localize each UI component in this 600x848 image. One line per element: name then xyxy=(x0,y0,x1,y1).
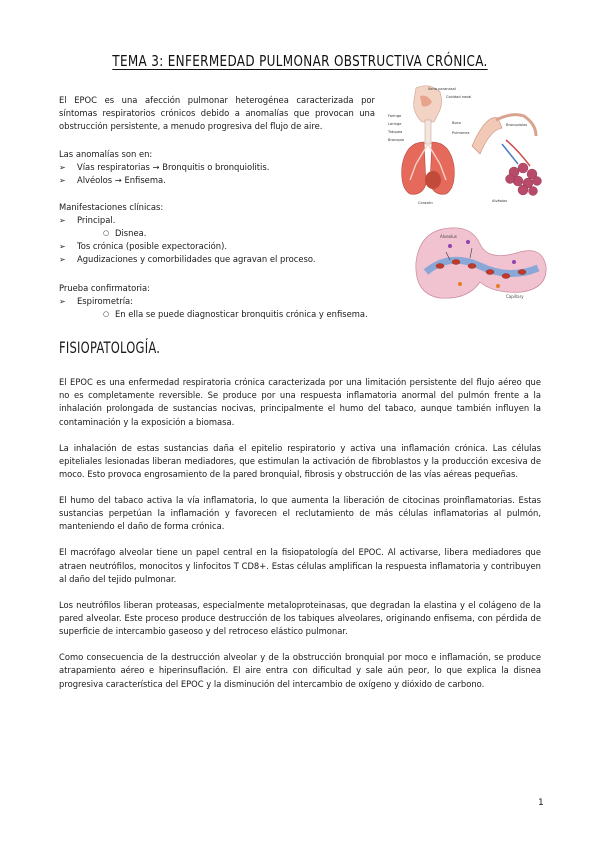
manifestaciones-section xyxy=(59,201,316,266)
list-item: ➢ Agudizaciones y comorbilidades que agravan el proceso. xyxy=(59,253,316,266)
respiratory-system-illustration xyxy=(386,84,546,209)
paragraph: Los neutrófilos liberan proteasas, especialmente metaloproteinasas, que degradan la elastina y el colágeno de la pared alveolar. Este proceso produce destrucción de los tabiques alveolares, originando enfisema, con pérdida de superficie de intercambio gaseoso y del retroceso elástico pulmonar. xyxy=(59,599,541,637)
list-item: ➢ Principal. xyxy=(59,214,316,227)
prueba-section xyxy=(59,282,368,321)
paragraph: El humo del tabaco activa la vía inflamatoria, lo que aumenta la liberación de citocinas proinflamatorias. Estas sustancias perpetúan la inflamación y favorecen el reclutamiento de más células inflamatorias al pulmón, manteniendo el daño de forma crónica. xyxy=(59,495,541,532)
list-item: ➢ Tos crónica (posible expectoración). xyxy=(59,240,316,253)
paragraph: Como consecuencia de la destrucción alveolar y de la obstrucción bronquial por moco e inflamación, se produce atrapamiento aéreo e hiperinsuflación. El aire entra con dificultad y sale aún peor, lo que explica la disnea progresiva característica del EPOC y la disminución del intercambio de oxígeno y dióxido de carbono. xyxy=(59,652,541,689)
figure-label: Laringe xyxy=(388,122,402,126)
figure-label: Capillary xyxy=(506,294,524,299)
figure-label: Pulmones xyxy=(452,131,470,135)
paragraph: El EPOC es una enfermedad respiratoria crónica caracterizada por una limitación persistente del flujo aéreo que no es completamente reversible. Se produce por una respuesta inflamatoria anormal del pulmón frente a la inhalación prolongada de sustancias nocivas, principalmente el humo del tabaco, aunque también influyen la contaminación y la exposición a biomasa. xyxy=(59,377,541,427)
sub-list-item: ○ Disnea. xyxy=(59,227,316,240)
figure-label: Cavidad nasal xyxy=(446,95,472,99)
anomalias-heading: Las anomalías son en: xyxy=(59,149,153,159)
figure-label: Bronquio xyxy=(388,138,405,142)
paragraph: El macrófago alveolar tiene un papel central en la fisiopatología del EPOC. Al activarse, libera mediadores que atraen neutrófilos, monocitos y linfocitos T CD8+. Estas células amplifican la respuesta inflamatoria y contribuyen al daño del tejido pulmonar. xyxy=(59,547,541,584)
figure-label: Bronquiolos xyxy=(506,123,528,127)
figure-label: Faringe xyxy=(388,114,402,118)
figure-label: Alveolus xyxy=(440,234,457,239)
manifestaciones-heading: Manifestaciones clínicas: xyxy=(59,202,164,212)
list-item: ➢ Vías respiratorias → Bronquitis o bronquiolitis. xyxy=(59,161,269,174)
list-item: ➢ Alvéolos → Enfisema. xyxy=(59,174,269,187)
page-title: TEMA 3: ENFERMEDAD PULMONAR OBSTRUCTIVA CRÓNICA. xyxy=(112,52,488,70)
figure-label: Boca xyxy=(452,121,461,125)
list-item: ➢ Espirometría: xyxy=(59,295,368,308)
prueba-heading: Prueba confirmatoria: xyxy=(59,283,150,293)
sub-list-item: ○ En ella se puede diagnosticar bronquitis crónica y enfisema. xyxy=(59,308,368,321)
fisiopatologia-body xyxy=(59,376,541,704)
alveolus-gas-exchange-illustration xyxy=(410,222,550,304)
anomalias-section xyxy=(59,148,269,187)
section-heading: FISIOPATOLOGÍA. xyxy=(59,338,161,357)
figure-label: Corazón xyxy=(418,201,433,205)
intro-paragraph: El EPOC es una afección pulmonar heterogénea caracterizada por síntomas respiratorios crónicos debido a anomalías que provocan una obstrucción persistente, a menudo progresiva del flujo de aire. xyxy=(59,95,375,131)
page-number: 1 xyxy=(538,798,544,808)
paragraph: La inhalación de estas sustancias daña el epitelio respiratorio y activa una inflamación crónica. Las células epiteliales lesionadas liberan mediadores, que estimulan la activación de fibroblastos y la producción excesiva de moco. Esto provoca engrosamiento de la pared bronquial, fibrosis y obstrucción de las vías aéreas pequeñas. xyxy=(59,442,541,480)
figure-label: Alvéolos xyxy=(492,199,508,203)
figure-label: Seno paranasal xyxy=(428,87,456,91)
figure-label: Tráquea xyxy=(388,130,403,134)
